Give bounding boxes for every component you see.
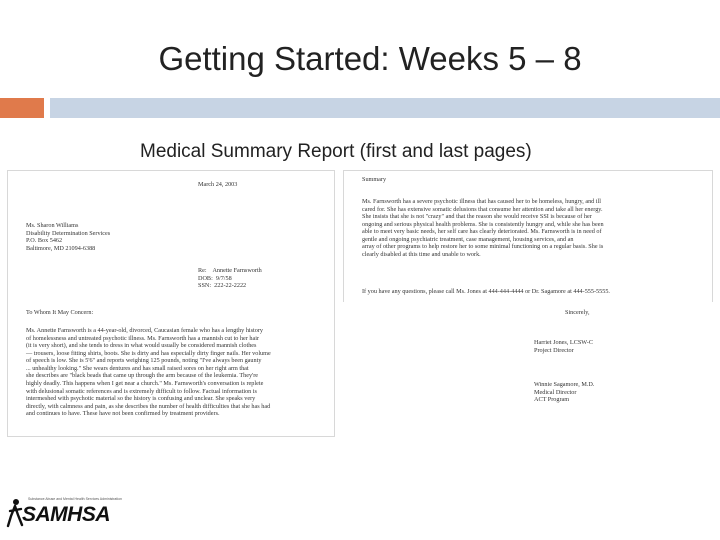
address-line: Baltimore, MD 21094-6388 xyxy=(26,244,96,252)
body-line: highly deadly. This happens when I get near a church." Ms. Farnsworth's conversation is replete xyxy=(26,379,264,387)
body-line: Ms. Annette Farnsworth is a 44-year-old, divorced, Caucasian female who has a lengthy history xyxy=(26,327,264,334)
body-paragraph xyxy=(26,327,271,418)
body-line: of speech is low. She is 5'6" and reports weighing 125 pounds, noting "I've always been gaunty xyxy=(26,357,262,365)
contact-line: If you have any questions, please call Ms. Jones at 444-444-4444 or Dr. Sagamore at 444-555-5555. xyxy=(362,288,610,295)
accent-bar-blue xyxy=(50,98,720,118)
summary-line: cared for. She has extensive somatic delusions that consume her attention and take all her energy. xyxy=(362,205,603,213)
summary-line: Ms. Farnsworth has a severe psychotic illness that has caused her to be homeless, hungry, and ill xyxy=(362,198,601,205)
signer-line: Medical Director xyxy=(534,388,577,396)
signer-line: Harriet Jones, LCSW-C xyxy=(534,339,593,346)
report-last-page-signatures xyxy=(344,301,712,436)
body-line: (it is very short), and she tends to dress in what would usually be considered mannish clothes xyxy=(26,342,257,350)
samhsa-logo: SAMHSA xyxy=(22,503,111,526)
summary-paragraph xyxy=(362,198,604,259)
address-line: P.O. Box 5462 xyxy=(26,237,63,245)
summary-line: array of other programs to help restore her to some minimal functioning on a regular basis. She is xyxy=(362,243,604,251)
body-line: and continues to have. These have not been confirmed by treatment providers. xyxy=(26,410,220,418)
re-line: DOB: 9/7/58 xyxy=(198,274,232,282)
slide-title: Getting Started: Weeks 5 – 8 xyxy=(158,40,582,77)
accent-bar-orange xyxy=(0,98,44,118)
address-line: Ms. Sharon Williams xyxy=(26,222,79,229)
recipient-address xyxy=(26,222,110,252)
report-first-page xyxy=(8,171,334,436)
body-line: of homelessness and untreated psychotic illness. Ms. Farnsworth has a mannish cut to her hair xyxy=(26,334,260,342)
re-block xyxy=(198,267,262,290)
summary-line: gentle and ongoing psychiatric treatment, case management, housing services, and an xyxy=(362,235,574,243)
summary-line: ongoing and serious physical health problems. She is consistently hungry and, while she has been xyxy=(362,220,604,228)
body-line: ... unhealthy looking." She wears dentures and has small raised sores on her right arm that xyxy=(26,364,249,372)
body-line: with delusional somatic references and is extremely difficult to follow. Factual information is xyxy=(26,387,257,395)
body-line: — trousers, loose fitting shirts, boots. She is dirty and has especially dirty finger nails. Her volume xyxy=(26,349,271,357)
signer-block-1 xyxy=(534,339,593,354)
signer-line: Project Director xyxy=(534,346,574,354)
body-line: intermeshed with psychotic material so the history is confusing and unclear. She speaks very xyxy=(26,395,256,403)
summary-heading: Summary xyxy=(362,176,387,183)
slide-subtitle: Medical Summary Report (first and last pages) xyxy=(140,141,532,162)
signer-line: Winnie Sagamore, M.D. xyxy=(534,381,595,388)
body-line: directly, with calmness and pain, as she describes the number of health difficulties that she has had xyxy=(26,402,271,410)
salutation: To Whom It May Concern: xyxy=(26,309,94,316)
re-line: SSN: 222-22-2222 xyxy=(198,282,247,290)
report-last-page xyxy=(344,171,712,301)
signer-line: ACT Program xyxy=(534,396,570,404)
letter-date: March 24, 2003 xyxy=(198,181,238,188)
address-line: Disability Determination Services xyxy=(26,229,111,237)
closing: Sincerely, xyxy=(565,309,590,316)
logo-tagline: Substance Abuse and Mental Health Services Administration xyxy=(28,497,122,501)
body-line: she describes are "black beads that came up through the arm because of the leukemia. They're xyxy=(26,372,259,380)
summary-line: clearly disabled at this time and unable to work. xyxy=(362,250,481,258)
re-line: Re: Annette Farnsworth xyxy=(198,267,262,274)
signer-block-2 xyxy=(534,381,594,404)
summary-line: able to meet very basic needs, her self care has clearly deteriorated. Ms. Farnsworth is in need of xyxy=(362,228,602,236)
summary-line: She insists that she is not "crazy" and that the reason she would receive SSI is because of her xyxy=(362,213,592,221)
